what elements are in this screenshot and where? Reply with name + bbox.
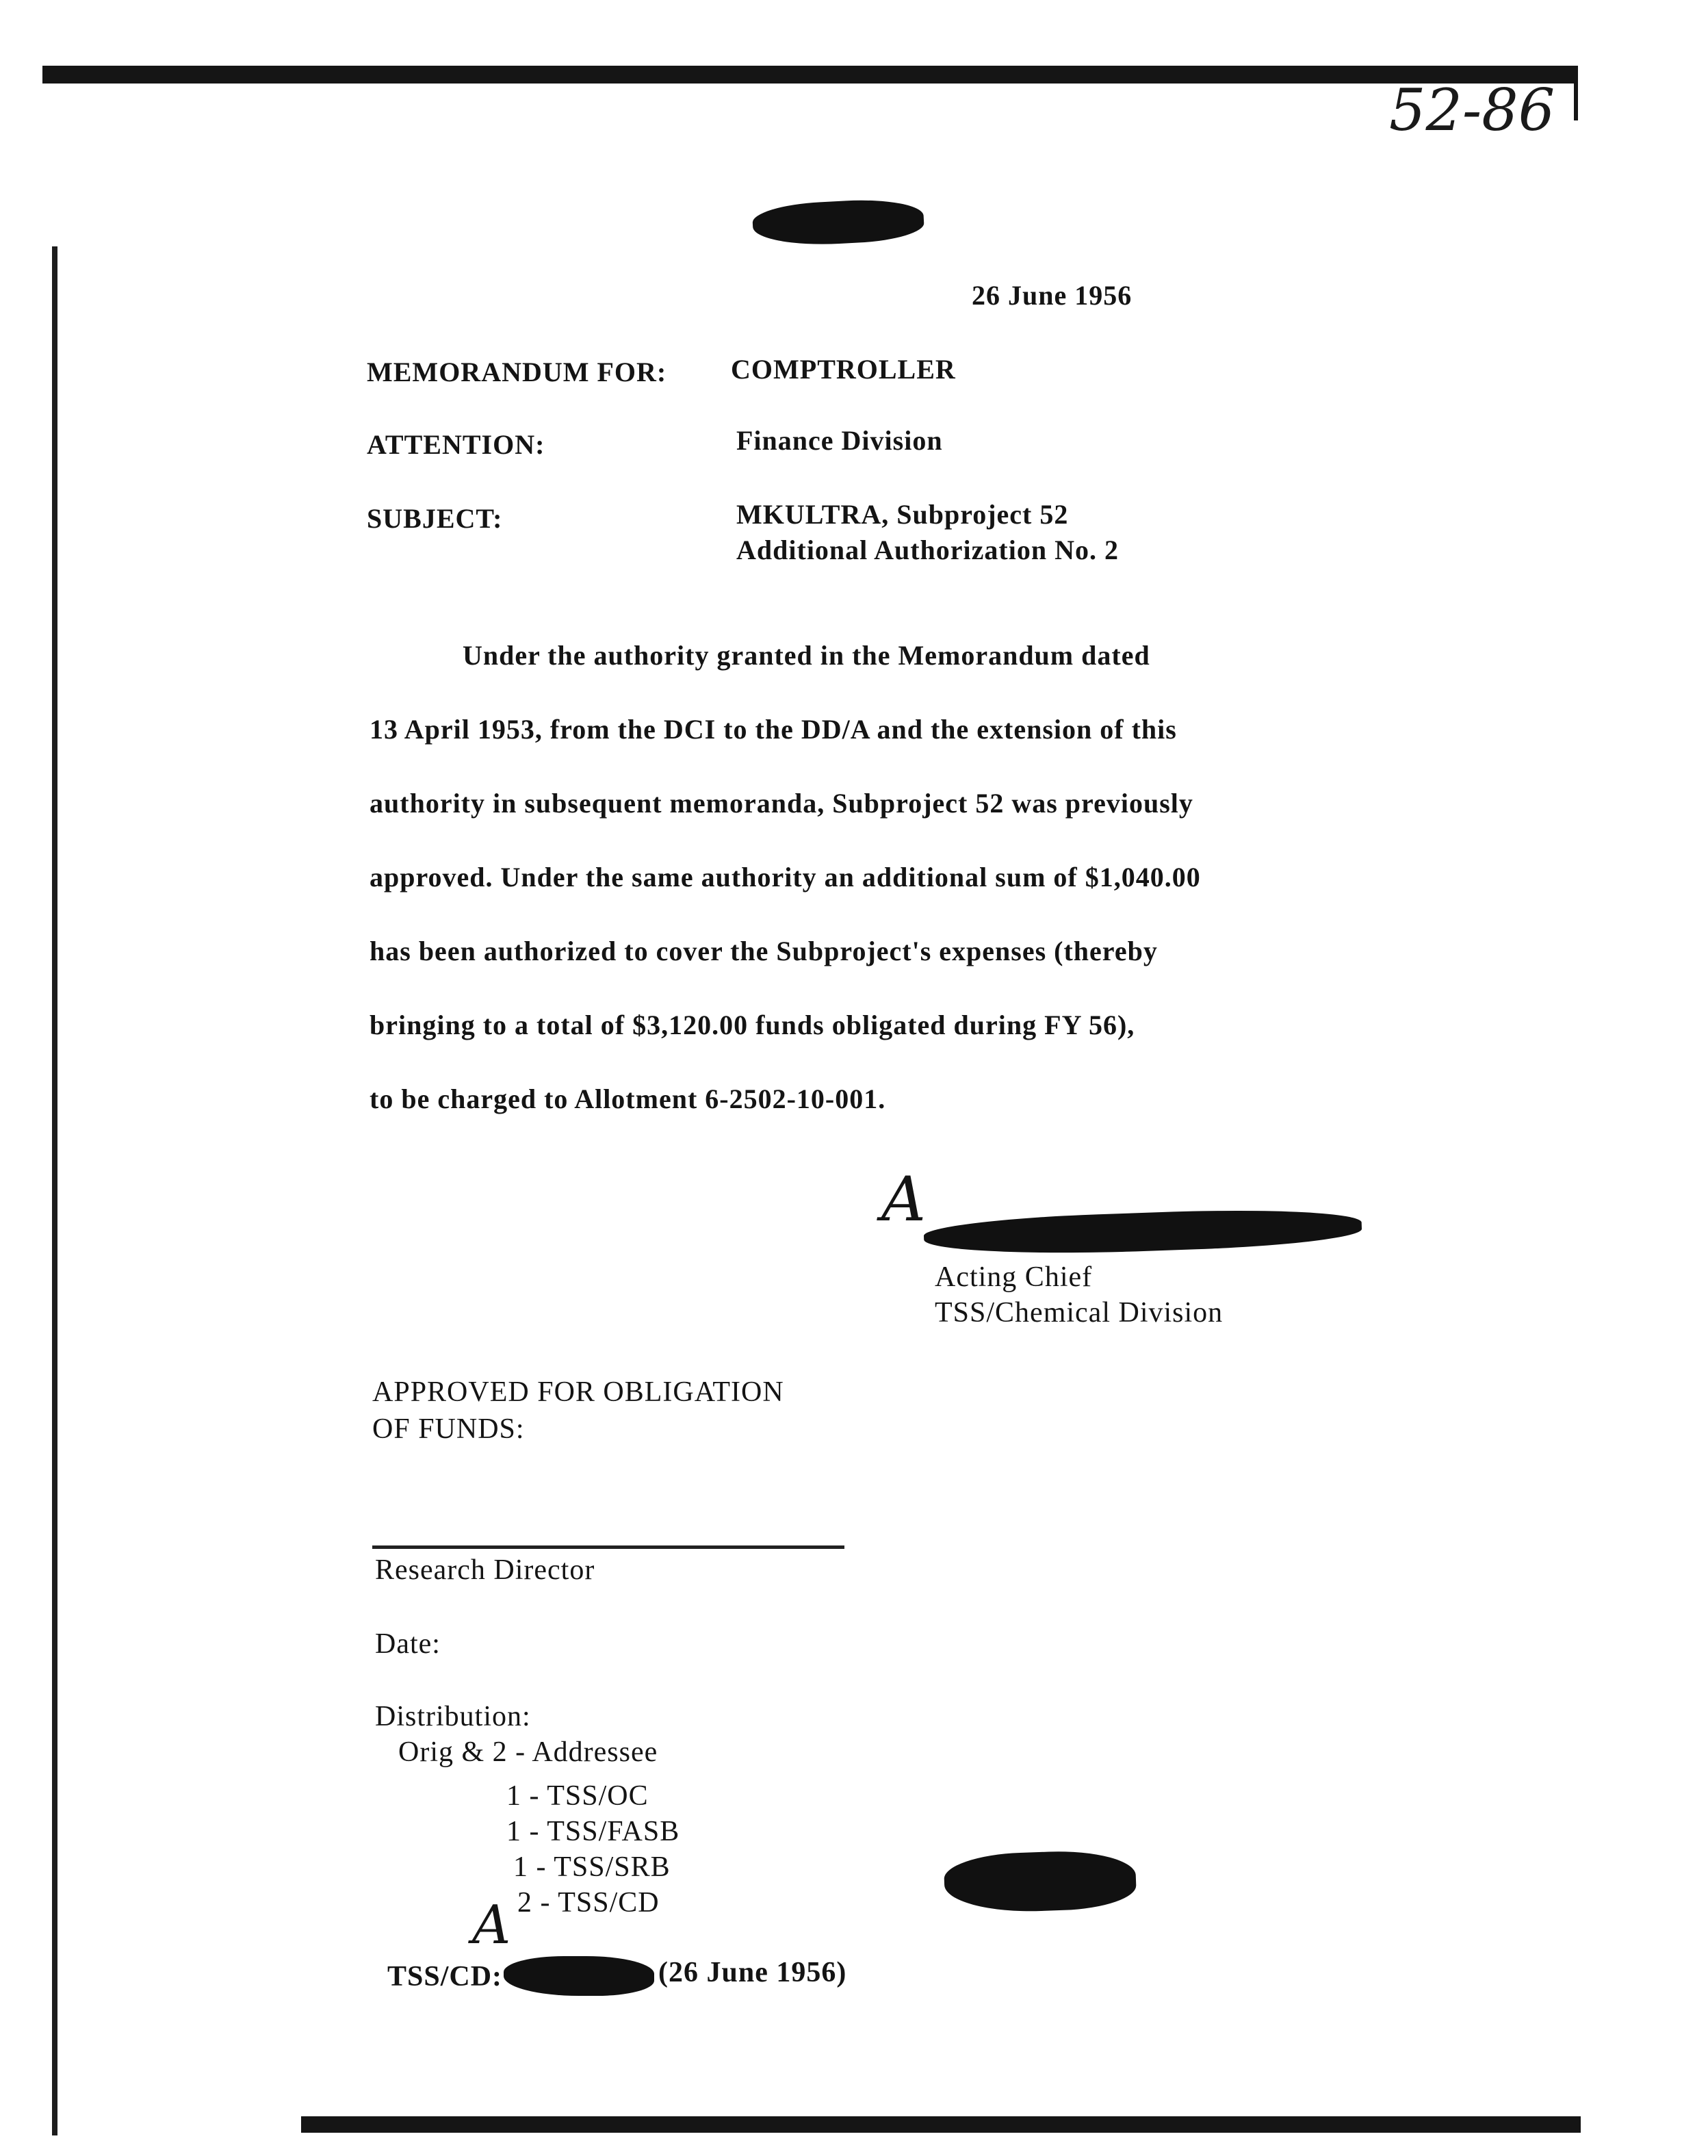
body-line: Under the authority granted in the Memorandum dated xyxy=(463,640,1150,671)
subject-label: SUBJECT: xyxy=(367,503,503,534)
redaction-signature xyxy=(923,1205,1362,1259)
body-line: approved. Under the same authority an additional sum of $1,040.00 xyxy=(370,862,1201,893)
memo-for-label: MEMORANDUM FOR: xyxy=(367,357,667,387)
subject-line-2: Additional Authorization No. 2 xyxy=(736,535,1119,565)
body-line: to be charged to Allotment 6-2502-10-001. xyxy=(370,1083,886,1114)
distribution-label: Distribution: xyxy=(375,1701,531,1732)
distribution-item: 1 - TSS/SRB xyxy=(513,1851,671,1883)
scan-border-bottom xyxy=(301,2116,1581,2133)
attention-value: Finance Division xyxy=(736,425,943,456)
approved-line-2: OF FUNDS: xyxy=(372,1413,525,1445)
redaction-distribution xyxy=(944,1849,1137,1914)
distribution-item: Orig & 2 - Addressee xyxy=(398,1736,658,1768)
memo-for-value: COMPTROLLER xyxy=(731,354,956,385)
scan-border-left xyxy=(52,246,57,2135)
footer-date: (26 June 1956) xyxy=(658,1957,847,1988)
redaction-footer xyxy=(504,1956,654,1996)
body-line: 13 April 1953, from the DCI to the DD/A and the extension of this xyxy=(370,714,1177,745)
attention-label: ATTENTION: xyxy=(367,429,545,460)
body-line: has been authorized to cover the Subproject's expenses (thereby xyxy=(370,936,1158,966)
date-label: Date: xyxy=(375,1628,441,1660)
signer-title-2: TSS/Chemical Division xyxy=(935,1297,1224,1329)
footer-prefix: TSS/CD: xyxy=(387,1961,503,1992)
distribution-item: 1 - TSS/OC xyxy=(506,1780,649,1812)
redaction-top xyxy=(752,197,925,248)
scan-border-right xyxy=(1574,66,1578,120)
body-line: authority in subsequent memoranda, Subproject 52 was previously xyxy=(370,788,1193,819)
footer-initial: A xyxy=(472,1895,511,1956)
signer-title-1: Acting Chief xyxy=(935,1261,1093,1293)
scan-border-top xyxy=(42,66,1578,84)
approved-line-1: APPROVED FOR OBLIGATION xyxy=(372,1376,784,1408)
research-director: Research Director xyxy=(375,1554,595,1586)
memo-date: 26 June 1956 xyxy=(972,280,1133,311)
file-number: 52-86 xyxy=(1389,77,1555,144)
distribution-item: 1 - TSS/FASB xyxy=(506,1816,680,1847)
subject-line-1: MKULTRA, Subproject 52 xyxy=(736,499,1069,530)
signature-line xyxy=(372,1545,844,1549)
signature-initial: A xyxy=(881,1164,926,1235)
distribution-item: 2 - TSS/CD xyxy=(517,1887,660,1918)
body-line: bringing to a total of $3,120.00 funds obligated during FY 56), xyxy=(370,1010,1135,1040)
